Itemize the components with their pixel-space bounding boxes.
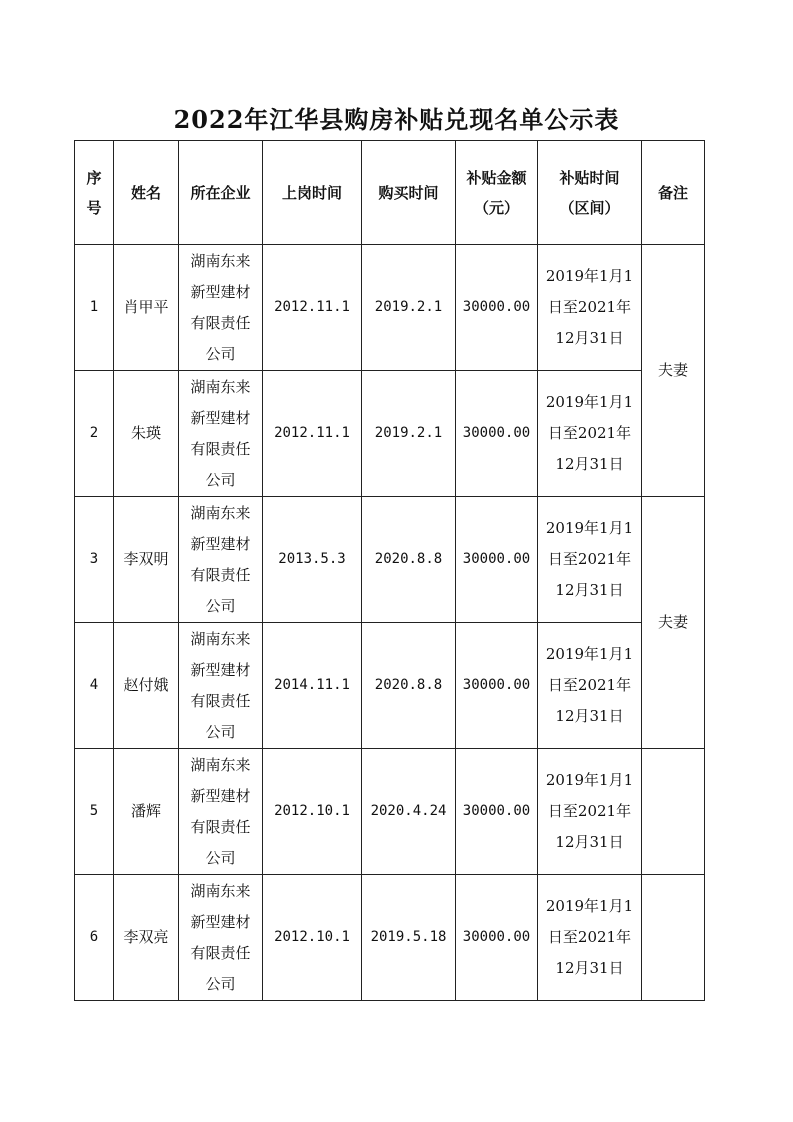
cell-company-text: 湖南东来新型建材有限责任公司 (190, 629, 251, 741)
cell-period (538, 497, 642, 623)
cell-start: 2012.10.1 (263, 749, 362, 875)
cell-company (179, 245, 263, 371)
table-header-row (75, 141, 705, 245)
cell-start: 2012.11.1 (263, 245, 362, 371)
cell-period-text: 2019年1月1日至2021年12月31日 (545, 897, 634, 977)
cell-start: 2014.11.1 (263, 623, 362, 749)
cell-seq: 1 (75, 245, 114, 371)
cell-note: 夫妻 (642, 497, 705, 749)
cell-amount: 30000.00 (456, 749, 538, 875)
cell-buy: 2019.2.1 (362, 245, 456, 371)
cell-period (538, 749, 642, 875)
cell-note (642, 749, 705, 875)
cell-period (538, 623, 642, 749)
cell-name: 李双亮 (114, 875, 179, 1001)
table-row (75, 245, 705, 371)
cell-start: 2012.11.1 (263, 371, 362, 497)
header-period (538, 141, 642, 245)
cell-amount: 30000.00 (456, 245, 538, 371)
header-company: 所在企业 (179, 141, 263, 245)
cell-period (538, 371, 642, 497)
cell-company-text: 湖南东来新型建材有限责任公司 (190, 755, 251, 867)
page-title: 2022年江华县购房补贴兑现名单公示表 (173, 105, 620, 134)
table-row (75, 623, 705, 749)
cell-company (179, 497, 263, 623)
cell-period-text: 2019年1月1日至2021年12月31日 (545, 771, 634, 851)
cell-buy: 2019.2.1 (362, 371, 456, 497)
table-row (75, 497, 705, 623)
cell-name: 赵付娥 (114, 623, 179, 749)
cell-company-text: 湖南东来新型建材有限责任公司 (190, 881, 251, 993)
cell-company-text: 湖南东来新型建材有限责任公司 (190, 251, 251, 363)
header-seq-label: 序号 (86, 168, 102, 217)
cell-period-text: 2019年1月1日至2021年12月31日 (545, 267, 634, 347)
header-amount-line1: 补贴金额 (466, 168, 527, 187)
cell-company (179, 749, 263, 875)
header-start: 上岗时间 (263, 141, 362, 245)
cell-note: 夫妻 (642, 245, 705, 497)
cell-buy: 2020.8.8 (362, 623, 456, 749)
cell-amount: 30000.00 (456, 497, 538, 623)
cell-note (642, 875, 705, 1001)
header-note: 备注 (642, 141, 705, 245)
cell-period-text: 2019年1月1日至2021年12月31日 (545, 519, 634, 599)
header-amount (456, 141, 538, 245)
cell-start: 2012.10.1 (263, 875, 362, 1001)
cell-seq: 5 (75, 749, 114, 875)
header-period-line1: 补贴时间 (559, 168, 620, 187)
table-row (75, 749, 705, 875)
table-row (75, 875, 705, 1001)
cell-name: 肖甲平 (114, 245, 179, 371)
cell-period-text: 2019年1月1日至2021年12月31日 (545, 393, 634, 473)
cell-company-text: 湖南东来新型建材有限责任公司 (190, 377, 251, 489)
cell-period (538, 875, 642, 1001)
cell-amount: 30000.00 (456, 875, 538, 1001)
cell-seq: 6 (75, 875, 114, 1001)
header-amount-line2: （元） (473, 198, 519, 217)
header-seq (75, 141, 114, 245)
cell-seq: 2 (75, 371, 114, 497)
header-period-line2: （区间） (559, 198, 620, 217)
header-name: 姓名 (114, 141, 179, 245)
table-row (75, 371, 705, 497)
cell-start: 2013.5.3 (263, 497, 362, 623)
cell-seq: 4 (75, 623, 114, 749)
cell-buy: 2019.5.18 (362, 875, 456, 1001)
cell-buy: 2020.4.24 (362, 749, 456, 875)
cell-buy: 2020.8.8 (362, 497, 456, 623)
header-buy: 购买时间 (362, 141, 456, 245)
cell-period (538, 245, 642, 371)
cell-company-text: 湖南东来新型建材有限责任公司 (190, 503, 251, 615)
cell-company (179, 623, 263, 749)
subsidy-table (74, 140, 705, 1001)
cell-seq: 3 (75, 497, 114, 623)
cell-amount: 30000.00 (456, 623, 538, 749)
cell-name: 潘辉 (114, 749, 179, 875)
table-body (75, 245, 705, 1001)
cell-period-text: 2019年1月1日至2021年12月31日 (545, 645, 634, 725)
cell-name: 朱瑛 (114, 371, 179, 497)
cell-company (179, 875, 263, 1001)
cell-amount: 30000.00 (456, 371, 538, 497)
cell-name: 李双明 (114, 497, 179, 623)
cell-company (179, 371, 263, 497)
